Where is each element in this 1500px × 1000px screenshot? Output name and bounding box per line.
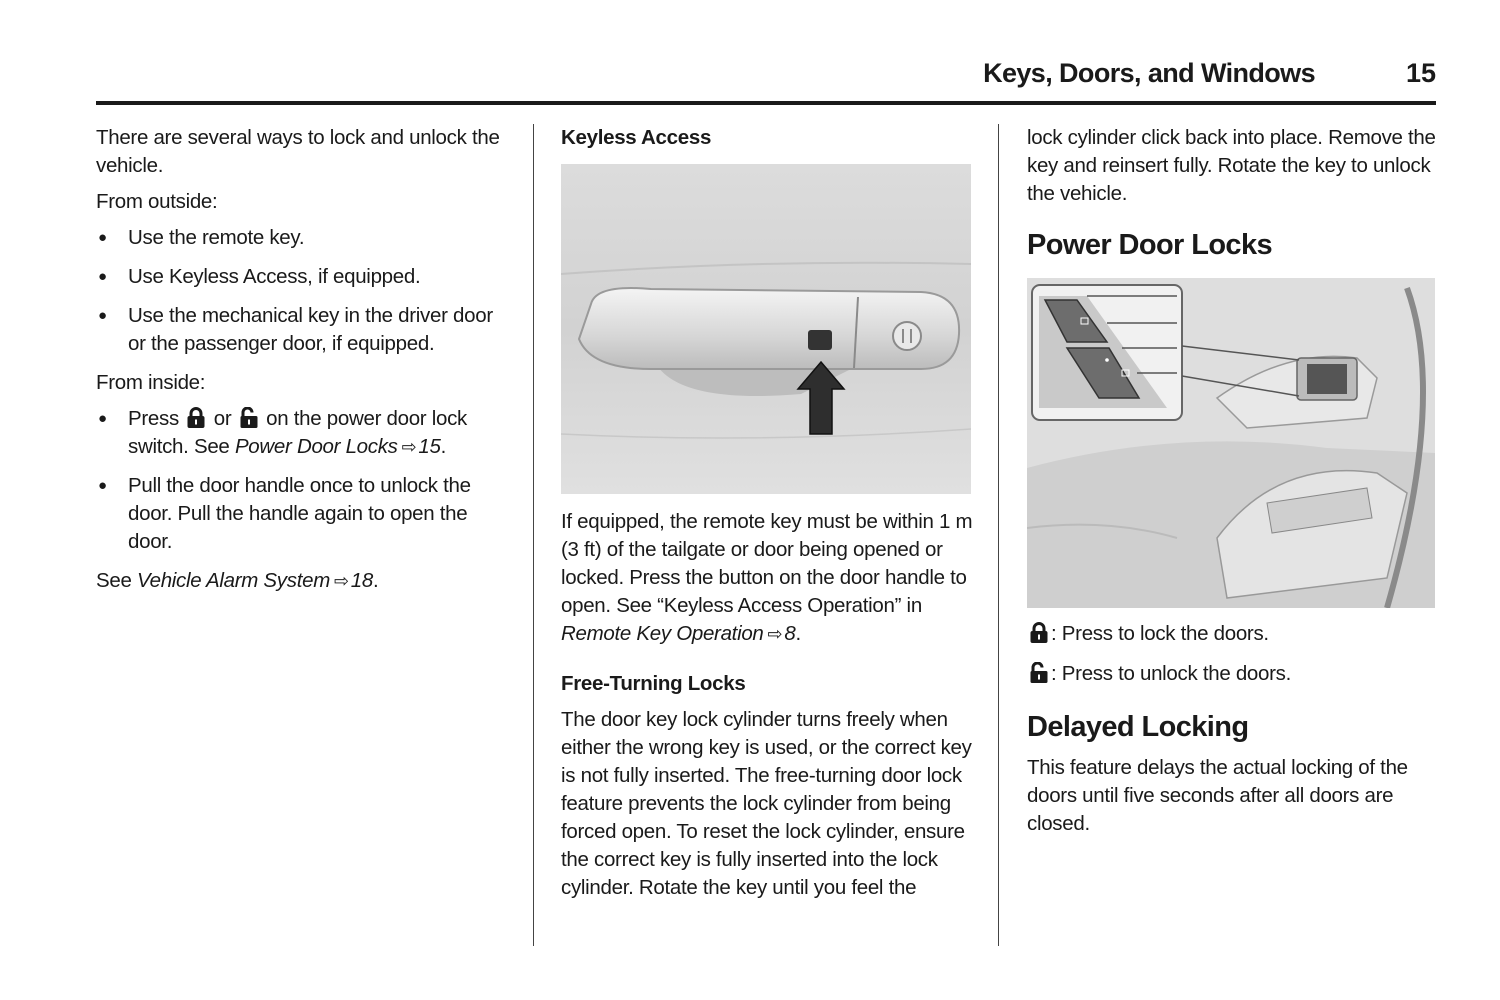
keyless-access-heading: Keyless Access — [561, 126, 712, 149]
list-item: ● Pull the door handle once to unlock the door. Pull the handle again to open the door. — [96, 472, 511, 556]
from-inside-label: From inside: — [96, 371, 206, 394]
page-arrow-icon: ⇨ — [767, 624, 783, 644]
intro-text: There are several ways to lock and unlock the vehicle. — [96, 126, 500, 177]
see-word: See — [96, 569, 132, 592]
continued-text: lock cylinder click back into place. Remove the key and reinsert fully. Rotate the key to unlock the vehicle. — [1027, 126, 1436, 205]
column-divider-2 — [998, 124, 999, 946]
from-outside-label: From outside: — [96, 190, 218, 213]
xref-page[interactable]: 8 — [784, 622, 796, 645]
xref-page[interactable]: 18 — [350, 569, 373, 592]
remote-key-operation-xref[interactable]: Remote Key Operation — [561, 622, 764, 645]
press-word: Press — [128, 407, 179, 430]
unlock-caption-text: : Press to unlock the doors. — [1051, 662, 1292, 685]
delayed-locking-heading: Delayed Locking — [1027, 711, 1249, 743]
power-door-locks-heading: Power Door Locks — [1027, 229, 1273, 261]
inside-item-text: on the power door lock switch. See — [128, 407, 467, 458]
lock-icon — [1029, 622, 1049, 644]
unlock-caption — [1027, 660, 1437, 688]
list-item — [96, 405, 511, 461]
or-word: or — [213, 407, 232, 430]
column-1 — [96, 124, 511, 595]
power-door-lock-illustration — [1027, 278, 1435, 608]
unlock-icon — [1029, 662, 1049, 684]
unlock-icon — [239, 407, 259, 429]
free-turning-heading: Free-Turning Locks — [561, 672, 746, 695]
inside-list — [96, 405, 511, 556]
outside-list — [96, 224, 511, 358]
list-item: ● Use Keyless Access, if equipped. — [96, 263, 511, 291]
lock-caption-text: : Press to lock the doors. — [1051, 622, 1269, 645]
period: . — [795, 622, 801, 645]
period: . — [372, 569, 379, 592]
period: . — [440, 435, 447, 458]
page-arrow-icon: ⇨ — [401, 437, 417, 457]
lock-caption — [1027, 620, 1437, 648]
lock-icon — [186, 407, 206, 429]
keyless-text-body: If equipped, the remote key must be within 1 m (3 ft) of the tailgate or door being opened or locked. Press the button on the door handle to open. See “Keyless Access Operation” in — [561, 510, 973, 617]
delayed-locking-text: This feature delays the actual locking of the doors until five seconds after all doors are closed. — [1027, 756, 1408, 835]
door-handle-illustration — [561, 164, 971, 494]
xref-page[interactable]: 15 — [418, 435, 441, 458]
vehicle-alarm-xref[interactable]: Vehicle Alarm System — [136, 569, 330, 592]
section-title: Keys, Doors, and Windows — [983, 58, 1315, 88]
see-alarm-reference — [96, 567, 511, 595]
list-item: ● Use the mechanical key in the driver door or the passenger door, if equipped. — [96, 302, 511, 358]
column-2 — [561, 124, 973, 902]
free-turning-text: The door key lock cylinder turns freely when either the wrong key is used, or the correct key is not fully inserted. The free-turning door lock feature prevents the lock cylinder from being forced open. To reset the lock cylinder, ensure the correct key is fully inserted into the lock cylinder. Rotate the key until you feel the — [561, 708, 972, 899]
column-3 — [1027, 124, 1437, 838]
column-divider-1 — [533, 124, 534, 946]
keyless-access-text — [561, 508, 973, 648]
page-number: 15 — [1405, 58, 1436, 88]
list-item: ● Use the remote key. — [96, 224, 511, 252]
header-rule — [96, 101, 1436, 105]
page-arrow-icon: ⇨ — [333, 571, 349, 591]
power-door-locks-xref[interactable]: Power Door Locks — [234, 435, 398, 458]
